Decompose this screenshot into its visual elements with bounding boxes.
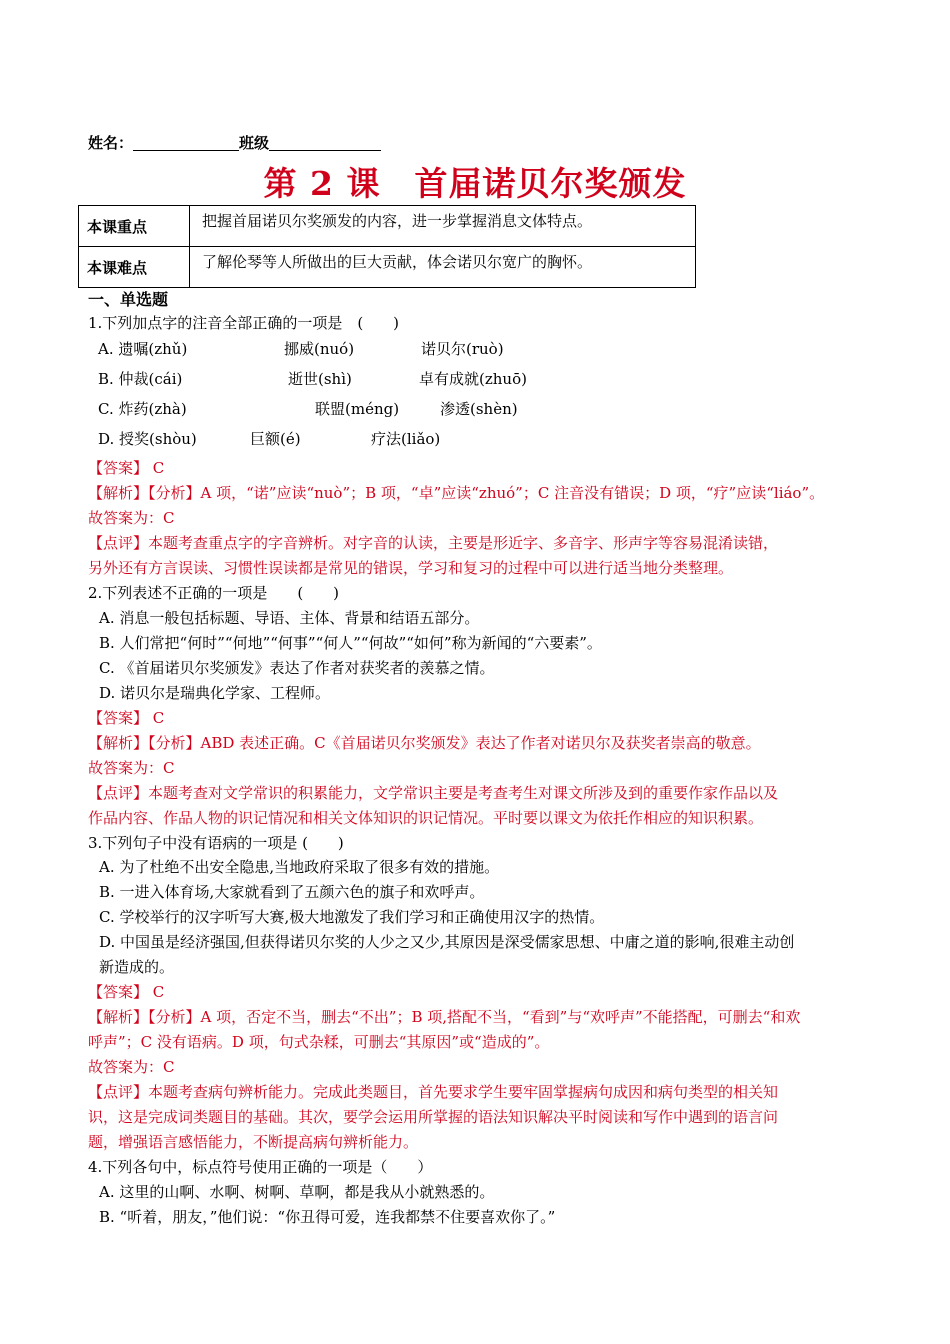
q2-answer: 【答案】 C	[88, 709, 165, 727]
q1-option-c2: 联盟(méng)	[315, 400, 400, 418]
q1-option-d2: 巨额(é)	[250, 430, 301, 448]
class-blank[interactable]	[269, 134, 381, 151]
q2-option-a: A. 消息一般包括标题、导语、主体、背景和结语五部分。	[99, 609, 480, 627]
q1-option-a3: 诺贝尔(ruò)	[421, 340, 504, 358]
q2-comment-line1: 【点评】本题考查对文学常识的积累能力，文学常识主要是考查考生对课文所涉及到的重要作家作品以及	[88, 784, 779, 802]
q1-stem: 1.下列加点字的注音全部正确的一项是 ( )	[88, 314, 400, 332]
q3-option-c: C. 学校举行的汉字听写大赛,极大地激发了我们学习和正确使用汉字的热情。	[99, 908, 605, 926]
q1-analysis: 【解析】【分析】A 项，“诺”应读“nuò”；B 项，“卓”应读“zhuó”；C 注音没有错误；D 项，“疗”应读“liáo”。	[88, 484, 825, 502]
q2-option-b: B. 人们常把“何时”“何地”“何事”“何人”“何故”“如何”称为新闻的“六要素”。	[99, 634, 602, 652]
lesson-title: 第 2 课 首届诺贝尔奖颁发	[263, 164, 687, 203]
q1-option-d3: 疗法(liǎo)	[371, 430, 441, 448]
q3-option-d-line1: D. 中国虽是经济强国,但获得诺贝尔奖的人少之又少,其原因是深受儒家思想、中庸之道的影响,很难主动创	[99, 933, 795, 951]
q2-comment-line2: 作品内容、作品人物的识记情况和相关文体知识的识记情况。平时要以课文为依托作相应的知识积累。	[88, 809, 764, 827]
name-class-line	[88, 132, 381, 153]
difficulty-label: 本课难点	[79, 247, 190, 288]
q1-option-a2: 挪威(nuó)	[284, 340, 355, 358]
q4-option-a: A. 这里的山啊、水啊、树啊、草啊，都是我从小就熟悉的。	[99, 1183, 495, 1201]
name-label: 姓名：	[88, 134, 134, 152]
q3-answer: 【答案】 C	[88, 983, 165, 1001]
q3-option-a: A. 为了杜绝不出安全隐患,当地政府采取了很多有效的措施。	[99, 858, 500, 876]
q1-option-b3: 卓有成就(zhuō)	[419, 370, 527, 388]
q3-comment-line2: 识，这是完成词类题目的基础。其次，要学会运用所掌握的语法知识解决平时阅读和写作中遇到的语言问	[88, 1108, 779, 1126]
q3-analysis-line2: 呼声”；C 没有语病。D 项，句式杂糅，可删去“其原因”或“造成的”。	[88, 1033, 550, 1051]
q3-option-d-line2: 新造成的。	[99, 958, 175, 976]
q1-conclusion: 故答案为：C	[88, 509, 175, 527]
class-label: 班级	[239, 134, 270, 152]
q1-option-d1: D. 授奖(shòu)	[98, 430, 197, 448]
q4-stem: 4.下列各句中，标点符号使用正确的一项是（ ）	[88, 1158, 433, 1176]
lesson-focus-table	[78, 205, 696, 288]
q1-answer: 【答案】 C	[88, 459, 165, 477]
q2-stem: 2.下列表述不正确的一项是 ( )	[88, 584, 340, 602]
q3-comment-line3: 题，增强语言感悟能力，不断提高病句辨析能力。	[88, 1133, 419, 1151]
q2-option-c: C. 《首届诺贝尔奖颁发》表达了作者对获奖者的羡慕之情。	[99, 659, 495, 677]
difficulty-text: 了解伦琴等人所做出的巨大贡献，体会诺贝尔宽广的胸怀。	[190, 247, 696, 288]
key-point-label: 本课重点	[79, 206, 190, 247]
q1-option-c3: 渗透(shèn)	[440, 400, 518, 418]
q3-conclusion: 故答案为：C	[88, 1058, 175, 1076]
section-heading: 一、单选题	[88, 290, 169, 309]
q1-comment-line2: 另外还有方言误读、习惯性误读都是常见的错误，学习和复习的过程中可以进行适当地分类整理。	[88, 559, 734, 577]
q2-option-d: D. 诺贝尔是瑞典化学家、工程师。	[99, 684, 331, 702]
q4-option-b: B. “听着，朋友，”他们说：“你丑得可爱，连我都禁不住要喜欢你了。”	[99, 1208, 556, 1226]
q3-analysis-line1: 【解析】【分析】A 项，否定不当，删去“不出”；B 项,搭配不当，“看到”与“欢呼声”不能搭配，可删去“和欢	[88, 1008, 801, 1026]
q3-option-b: B. 一进入体育场,大家就看到了五颜六色的旗子和欢呼声。	[99, 883, 485, 901]
q1-option-b2: 逝世(shì)	[288, 370, 352, 388]
q2-analysis: 【解析】【分析】ABD 表述正确。C《首届诺贝尔奖颁发》表达了作者对诺贝尔及获奖者崇高的敬意。	[88, 734, 761, 752]
difficulty-row	[79, 247, 696, 288]
key-point-text: 把握首届诺贝尔奖颁发的内容，进一步掌握消息文体特点。	[190, 206, 696, 247]
q1-option-a1: A. 遗嘱(zhǔ)	[98, 340, 188, 358]
q3-stem: 3.下列句子中没有语病的一项是 ( )	[88, 834, 344, 852]
name-blank[interactable]	[133, 134, 239, 151]
q1-option-c1: C. 炸药(zhà)	[98, 400, 187, 418]
q2-conclusion: 故答案为：C	[88, 759, 175, 777]
q1-option-b1: B. 仲裁(cái)	[98, 370, 183, 388]
q3-comment-line1: 【点评】本题考查病句辨析能力。完成此类题目，首先要求学生要牢固掌握病句成因和病句类型的相关知	[88, 1083, 779, 1101]
key-point-row	[79, 206, 696, 247]
q1-comment-line1: 【点评】本题考查重点字的字音辨析。对字音的认读，主要是形近字、多音字、形声字等容易混淆读错，	[88, 534, 779, 552]
